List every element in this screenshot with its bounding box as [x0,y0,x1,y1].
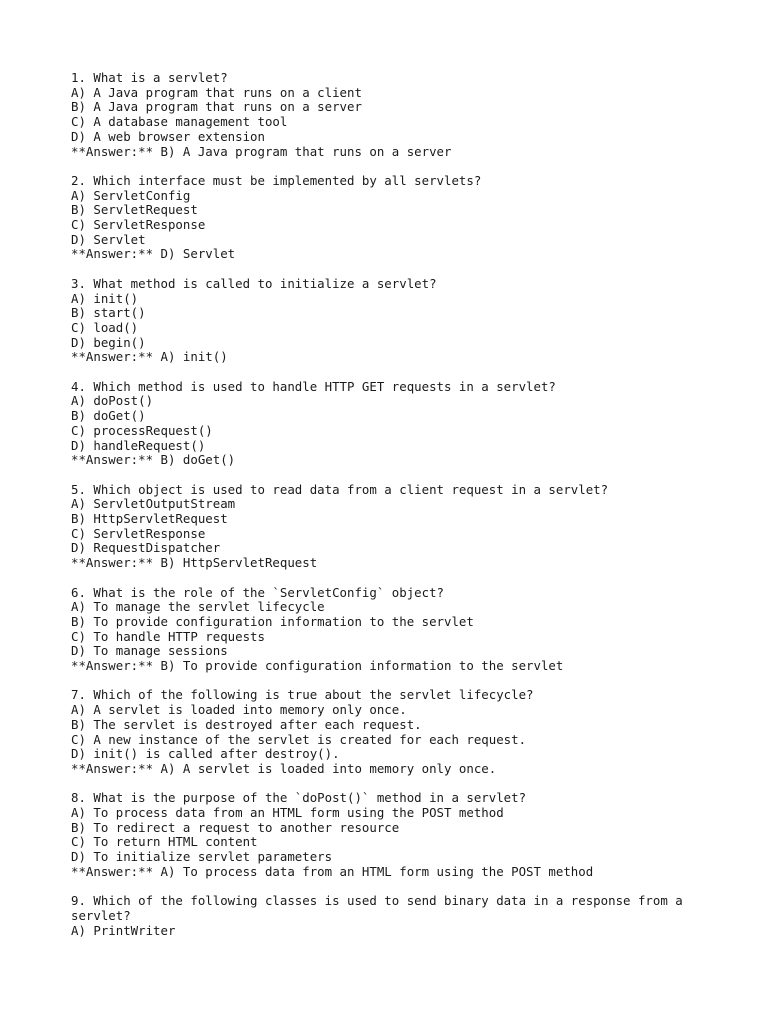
answer-line: **Answer:** A) A servlet is loaded into memory only once. [71,760,497,776]
question-text: 3. What method is called to initialize a servlet? [71,275,437,291]
quiz-document [71,71,701,953]
question-text: 6. What is the role of the `ServletConfig` object? [71,584,444,600]
option-c: C) ServletResponse [71,525,206,541]
option-a: A) A servlet is loaded into memory only once. [71,702,407,718]
question-block [71,277,701,365]
question-text: 1. What is a servlet? [71,70,228,85]
question-text: 5. Which object is used to read data from a client request in a servlet? [71,481,609,497]
question-block [71,894,701,938]
option-b: B) A Java program that runs on a server [71,99,362,115]
option-c: C) To return HTML content [71,834,258,850]
question-block [71,586,701,674]
option-c: C) A new instance of the servlet is created for each request. [71,731,527,747]
question-text: 9. Which of the following classes is used to send binary data in a response from a servlet? [71,893,691,923]
question-block [71,380,701,468]
answer-line: **Answer:** A) To process data from an HTML form using the POST method [71,863,594,879]
option-c: C) processRequest() [71,422,213,438]
question-text: 7. Which of the following is true about the servlet lifecycle? [71,687,534,703]
option-c: C) A database management tool [71,114,288,130]
question-block [71,71,701,159]
option-b: B) To redirect a request to another resource [71,819,400,835]
option-a: A) init() [71,290,139,306]
option-d: D) RequestDispatcher [71,540,221,556]
option-d: D) init() is called after destroy(). [71,746,340,762]
question-text: 4. Which method is used to handle HTTP GET requests in a servlet? [71,378,556,394]
answer-line: **Answer:** B) HttpServletRequest [71,555,318,571]
answer-line: **Answer:** B) A Java program that runs on a server [71,143,452,159]
option-d: D) Servlet [71,231,146,247]
answer-line: **Answer:** B) doGet() [71,452,236,468]
option-a: A) To manage the servlet lifecycle [71,599,325,615]
option-b: B) The servlet is destroyed after each request. [71,716,422,732]
option-b: B) To provide configuration information to the servlet [71,613,474,629]
option-b: B) doGet() [71,408,146,424]
option-d: D) begin() [71,334,146,350]
option-b: B) ServletRequest [71,202,198,218]
option-c: C) ServletResponse [71,217,206,233]
question-text: 2. Which interface must be implemented by all servlets? [71,172,482,188]
option-c: C) To handle HTTP requests [71,628,265,644]
option-c: C) load() [71,319,139,335]
question-block [71,174,701,262]
question-block [71,791,701,879]
option-d: D) To initialize servlet parameters [71,849,333,865]
option-a: A) A Java program that runs on a client [71,84,362,100]
question-text: 8. What is the purpose of the `doPost()` method in a servlet? [71,790,527,806]
option-a: A) ServletConfig [71,187,191,203]
answer-line: **Answer:** D) Servlet [71,246,236,262]
option-a: A) To process data from an HTML form using the POST method [71,805,504,821]
question-block [71,688,701,776]
option-b: B) HttpServletRequest [71,511,228,527]
option-a: A) PrintWriter [71,922,176,938]
option-d: D) To manage sessions [71,643,228,659]
option-b: B) start() [71,305,146,321]
question-block [71,483,701,571]
option-a: A) ServletOutputStream [71,496,236,512]
option-a: A) doPost() [71,393,154,409]
option-d: D) handleRequest() [71,437,206,453]
answer-line: **Answer:** B) To provide configuration information to the servlet [71,658,564,674]
option-d: D) A web browser extension [71,128,265,144]
answer-line: **Answer:** A) init() [71,349,228,365]
